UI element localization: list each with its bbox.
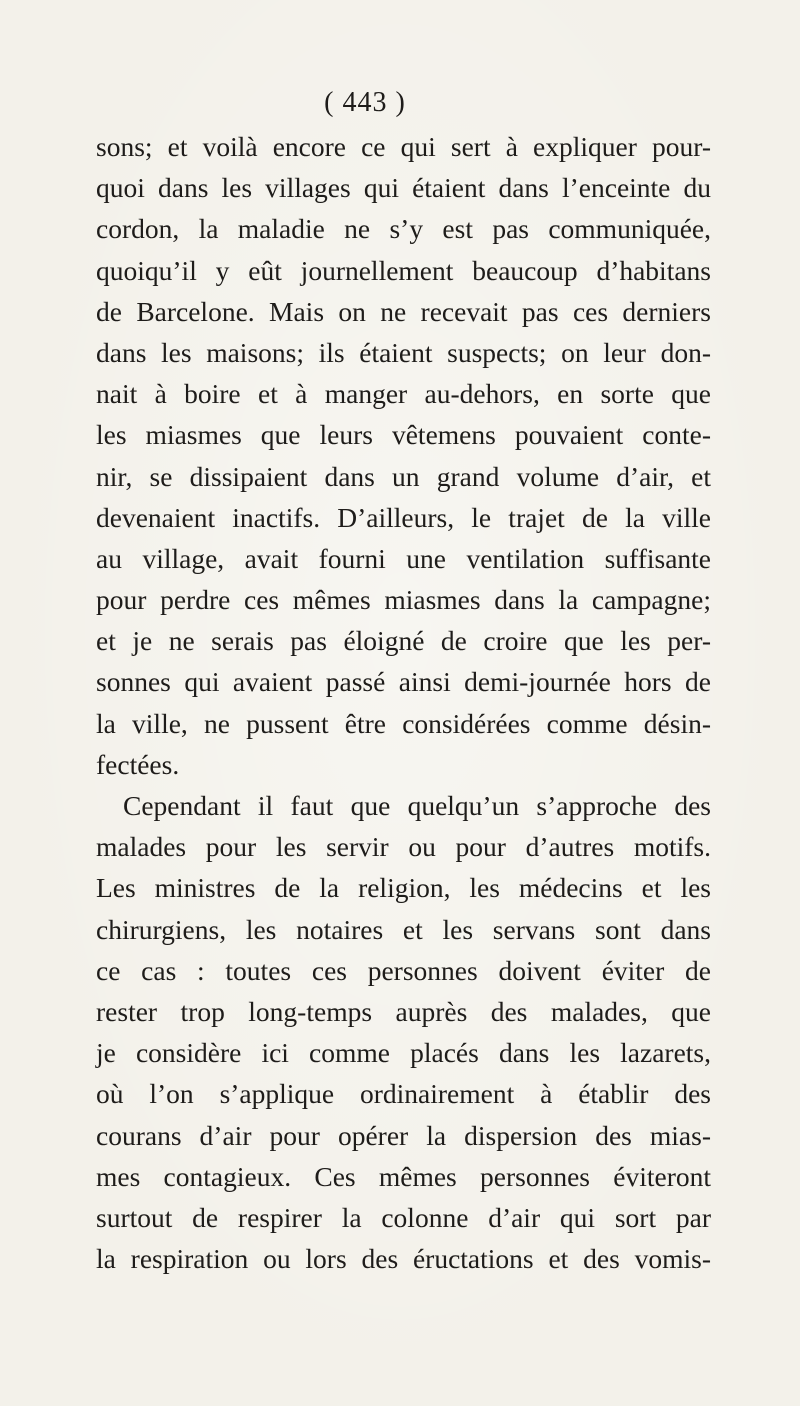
- body-text: [96, 126, 711, 1279]
- text-line: au village, avait fourni une ventilation suffisante: [96, 542, 711, 574]
- text-line: courans d’air pour opérer la dispersion des mias-: [96, 1119, 711, 1151]
- text-line: devenaient inactifs. D’ailleurs, le trajet de la ville: [96, 501, 711, 533]
- text-line: nir, se dissipaient dans un grand volume d’air, et: [96, 460, 711, 492]
- text-line: malades pour les servir ou pour d’autres motifs.: [96, 831, 711, 863]
- paragraph-start-line: Cependant il faut que quelqu’un s’approche des: [123, 790, 711, 821]
- text-line: sonnes qui avaient passé ainsi demi-journée hors de: [96, 666, 711, 698]
- text-line: la ville, ne pussent être considérées comme désin-: [96, 707, 711, 739]
- text-line: je considère ici comme placés dans les lazarets,: [96, 1037, 711, 1069]
- text-line: cordon, la maladie ne s’y est pas communiquée,: [96, 213, 711, 245]
- text-line: mes contagieux. Ces mêmes personnes éviteront: [96, 1160, 711, 1192]
- text-line: dans les maisons; ils étaient suspects; on leur don-: [96, 336, 711, 368]
- text-line: quoiqu’il y eût journellement beaucoup d’habitans: [96, 254, 711, 286]
- text-line: surtout de respirer la colonne d’air qui sort par: [96, 1201, 711, 1233]
- text-line: où l’on s’applique ordinairement à établir des: [96, 1078, 711, 1110]
- text-line: chirurgiens, les notaires et les servans sont dans: [96, 913, 711, 945]
- text-line: les miasmes que leurs vêtemens pouvaient conte-: [96, 419, 711, 451]
- text-line: nait à boire et à manger au-dehors, en sorte que: [96, 378, 711, 410]
- text-line: la respiration ou lors des éructations et des vomis-: [96, 1243, 711, 1275]
- text-line: pour perdre ces mêmes miasmes dans la campagne;: [96, 584, 711, 616]
- text-line: Les ministres de la religion, les médecins et les: [96, 872, 711, 904]
- text-line: quoi dans les villages qui étaient dans l’enceinte du: [96, 172, 711, 204]
- text-line: et je ne serais pas éloigné de croire que les per-: [96, 625, 711, 657]
- text-line: ce cas : toutes ces personnes doivent éviter de: [96, 954, 711, 986]
- text-line: rester trop long-temps auprès des malades, que: [96, 995, 711, 1027]
- text-line: de Barcelone. Mais on ne recevait pas ces derniers: [96, 295, 711, 327]
- paragraph-end-line: fectées.: [96, 748, 180, 780]
- page-number: ( 443 ): [324, 87, 406, 118]
- text-line: sons; et voilà encore ce qui sert à expliquer pour-: [96, 131, 711, 162]
